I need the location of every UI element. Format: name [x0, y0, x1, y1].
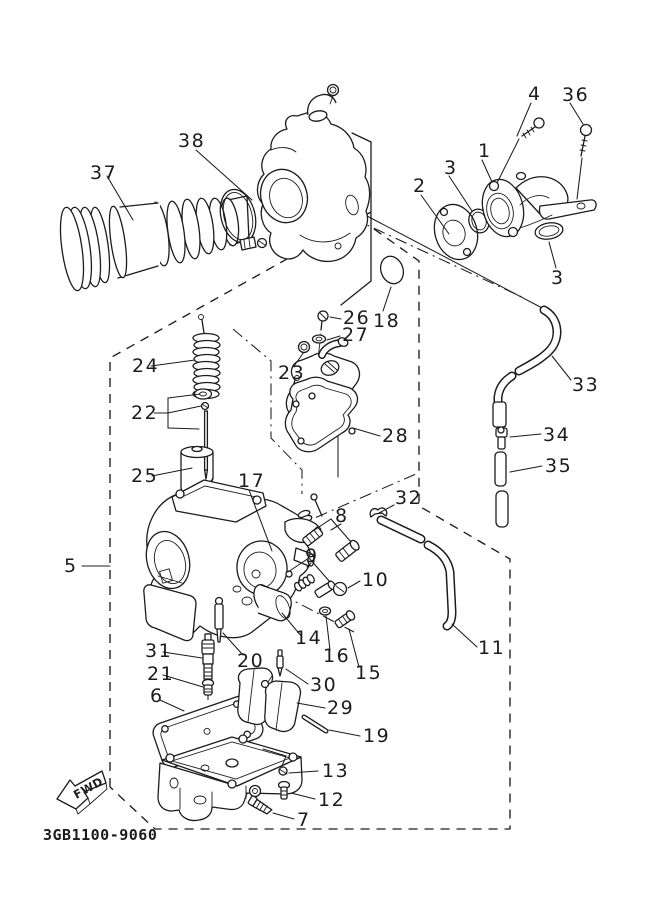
callout-36: 36 — [562, 84, 590, 106]
callout-31: 31 — [145, 640, 173, 662]
callout-4: 4 — [528, 83, 542, 105]
callout-21: 21 — [147, 663, 175, 685]
fwd-label: FWD — [71, 774, 106, 802]
callout-34: 34 — [543, 424, 571, 446]
callout-23: 23 — [278, 362, 306, 384]
main-jet-31 — [202, 634, 214, 679]
callout-29: 29 — [327, 697, 355, 719]
callout-2: 2 — [413, 175, 427, 197]
callout-13: 13 — [322, 760, 350, 782]
washer-16 — [320, 607, 331, 615]
callout-10: 10 — [362, 569, 390, 591]
screw-15 — [334, 609, 357, 629]
callout-1: 1 — [478, 140, 492, 162]
callout-7: 7 — [297, 809, 311, 831]
carburetor-body — [140, 480, 322, 641]
plug-18 — [377, 253, 407, 287]
callout-14: 14 — [295, 627, 323, 649]
intake-manifold — [477, 173, 597, 241]
pipe-35 — [495, 452, 508, 527]
callout-3-lower: 3 — [551, 267, 565, 289]
callout-22: 22 — [131, 402, 159, 424]
callout-15: 15 — [355, 662, 383, 684]
pilot-jet-21 — [203, 680, 214, 696]
cover-screw-26 — [318, 311, 328, 330]
callout-20: 20 — [237, 650, 265, 672]
clip-32 — [370, 508, 387, 517]
callout-11: 11 — [478, 637, 506, 659]
needle-set — [195, 389, 212, 479]
callout-30: 30 — [310, 674, 338, 696]
callout-25: 25 — [131, 465, 159, 487]
callout-24: 24 — [132, 355, 160, 377]
callout-27: 27 — [342, 324, 370, 346]
nut-23 — [299, 342, 310, 353]
float-pin-19 — [304, 717, 326, 731]
callout-33: 33 — [572, 374, 600, 396]
callout-19: 19 — [363, 725, 391, 747]
callout-18: 18 — [373, 310, 401, 332]
callout-32: 32 — [395, 487, 423, 509]
overflow-pipe — [381, 520, 421, 539]
joint-34 — [496, 427, 507, 449]
callout-35: 35 — [545, 455, 573, 477]
washer-27 — [313, 335, 326, 343]
bolt-4 — [522, 118, 544, 138]
bolt-36 — [580, 125, 592, 157]
screw-10 — [334, 583, 347, 596]
callout-3-upper: 3 — [444, 157, 458, 179]
callout-9: 9 — [305, 545, 319, 567]
float-29 — [238, 668, 301, 732]
hose-11 — [428, 545, 452, 626]
callout-5: 5 — [64, 555, 78, 577]
carburetor-assembly-top — [254, 85, 370, 262]
fwd-arrow — [57, 771, 107, 814]
breather-hose — [493, 310, 557, 427]
callout-26: 26 — [343, 307, 371, 329]
throttle-spring — [193, 315, 220, 399]
cover-gasket-28 — [285, 377, 357, 451]
callout-37: 37 — [90, 162, 118, 184]
o-ring-lower — [534, 221, 564, 242]
callout-28: 28 — [382, 425, 410, 447]
callout-17: 17 — [238, 470, 266, 492]
callout-8: 8 — [335, 505, 349, 527]
callout-6: 6 — [150, 685, 164, 707]
callout-38: 38 — [178, 130, 206, 152]
callout-16: 16 — [323, 645, 351, 667]
needle-valve-30 — [277, 650, 283, 676]
catalog-code: 3GB1100-9060 — [43, 826, 158, 844]
callout-12: 12 — [318, 789, 346, 811]
drain-screw-7 — [248, 795, 273, 815]
